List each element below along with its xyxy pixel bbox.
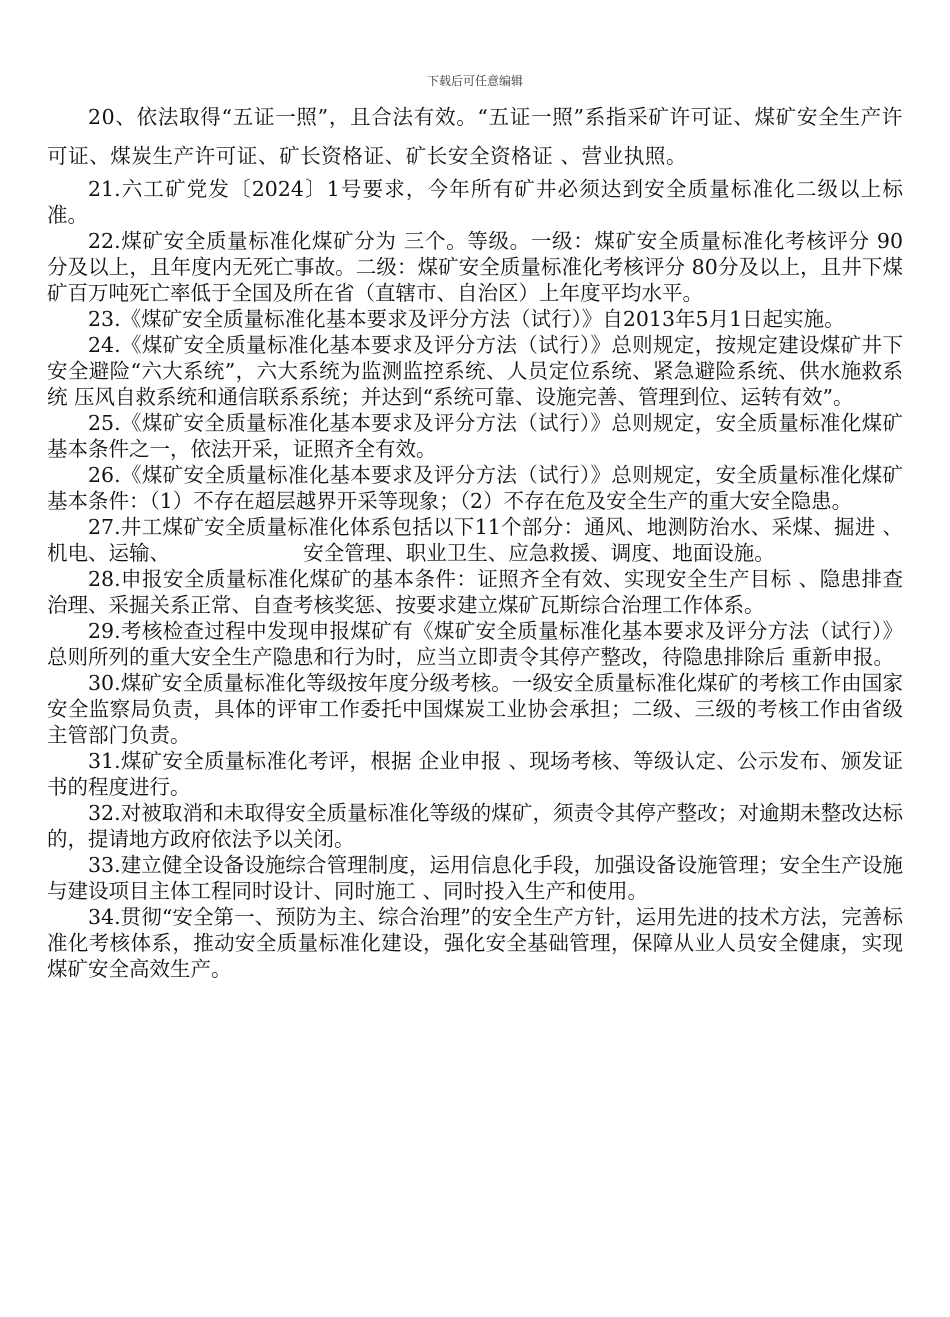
paragraph-34: 34.贯彻“安全第一、预防为主、综合治理”的安全生产方针，运用先进的技术方法，完善标准化考核体系，推动安全质量标准化建设，强化安全基础管理，保障从业人员安全健康，实现煤矿安全高效生产。 (47, 905, 903, 981)
paragraph-24: 24.《煤矿安全质量标准化基本要求及评分方法（试行）》总则规定，按规定建设煤矿井下安全避险“六大系统”，六大系统为监测监控系统、人员定位系统、紧急避险系统、供水施救系统 压风自救系统和通信联系系统；并达到“系统可靠、设施完善、管理到位、运转有效”。 (47, 333, 903, 409)
paragraph-29: 29.考核检查过程中发现申报煤矿有《煤矿安全质量标准化基本要求及评分方法（试行）》总则所列的重大安全生产隐患和行为时，应当立即责令其停产整改，待隐患排除后 重新申报。 (47, 619, 903, 669)
paragraph-33: 33.建立健全设备设施综合管理制度，运用信息化手段，加强设备设施管理；安全生产设施与建设项目主体工程同时设计、同时施工 、同时投入生产和使用。 (47, 853, 903, 903)
paragraph-31: 31.煤矿安全质量标准化考评，根据 企业申报 、现场考核、等级认定、公示发布、颁发证书的程度进行。 (47, 749, 903, 799)
paragraph-28: 28.申报安全质量标准化煤矿的基本条件：证照齐全有效、实现安全生产目标 、隐患排查治理、采掘关系正常、自查考核奖惩、按要求建立煤矿瓦斯综合治理工作体系。 (47, 567, 903, 617)
page-header-note: 下载后可任意编辑 (426, 74, 523, 88)
paragraph-22: 22.煤矿安全质量标准化煤矿分为 三个。等级。一级：煤矿安全质量标准化考核评分 90 分及以上，且年度内无死亡事故。二级：煤矿安全质量标准化考核评分 80分及以上，且井下煤矿百万吨死亡率低于全国及所在省（直辖市、自治区）上年度平均水平。 (47, 229, 903, 305)
paragraph-21: 21.六工矿党发〔2024〕1号要求，今年所有矿井必须达到安全质量标准化二级以上标准。 (47, 177, 903, 227)
paragraph-26: 26.《煤矿安全质量标准化基本要求及评分方法（试行）》总则规定，安全质量标准化煤矿基本条件：（1）不存在超层越界开采等现象；（2）不存在危及安全生产的重大安全隐患。 (47, 463, 903, 513)
paragraph-23: 23.《煤矿安全质量标准化基本要求及评分方法（试行）》自2013年5月1日起实施。 (88, 307, 845, 331)
paragraph-30: 30.煤矿安全质量标准化等级按年度分级考核。一级安全质量标准化煤矿的考核工作由国家安全监察局负责，具体的评审工作委托中国煤炭工业协会承担；二级、三级的考核工作由省级主管部门负责。 (47, 671, 903, 747)
paragraph-20: 20、依法取得“五证一照”，且合法有效。“五证一照”系指采矿许可证、煤矿安全生产许可证、煤炭生产许可证、矿长资格证、矿长安全资格证 、营业执照。 (47, 105, 903, 168)
paragraph-27: 27.井工煤矿安全质量标准化体系包括以下11个部分：通风、地测防治水、采煤、掘进 、机电、运输、 安全管理、职业卫生、应急救援、调度、地面设施。 (47, 515, 903, 565)
paragraph-32: 32.对被取消和未取得安全质量标准化等级的煤矿，须责令其停产整改；对逾期未整改达标的，提请地方政府依法予以关闭。 (47, 801, 903, 851)
paragraph-25: 25.《煤矿安全质量标准化基本要求及评分方法（试行）》总则规定，安全质量标准化煤矿基本条件之一，依法开采，证照齐全有效。 (47, 411, 903, 461)
document-body (47, 98, 903, 982)
